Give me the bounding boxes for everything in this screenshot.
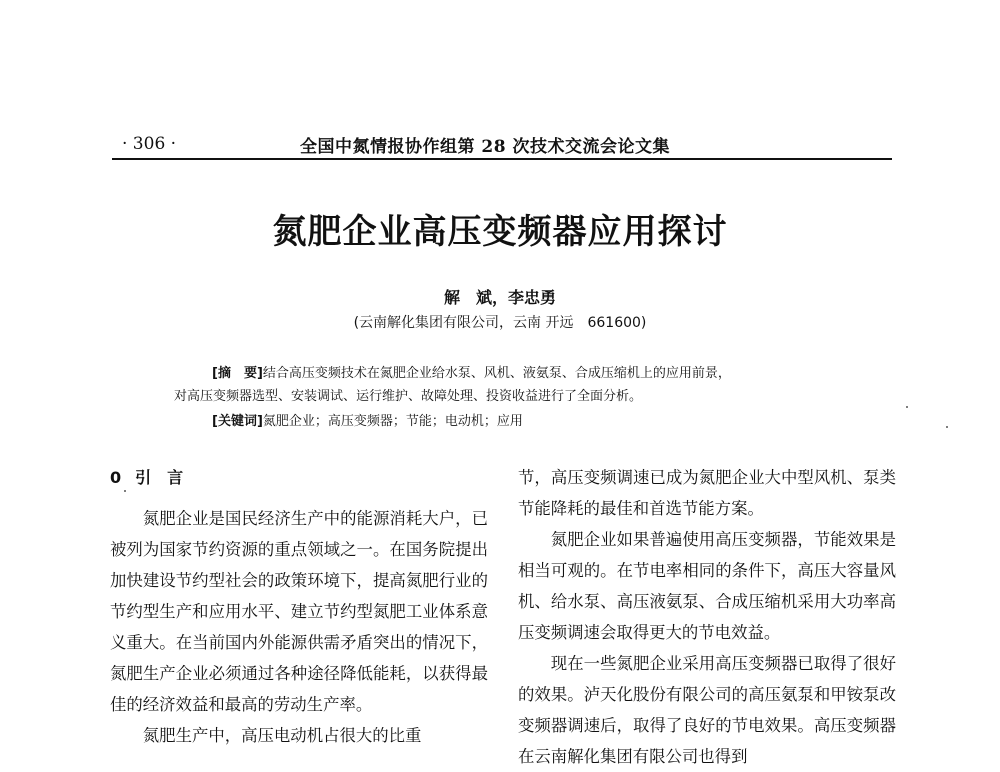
scan-speck: [124, 490, 126, 492]
body-paragraph: 氮肥企业是国民经济生产中的能源消耗大户，已被列为国家节约资源的重点领域之一。在国务院提出加快建设节约型社会的政策环境下，提高氮肥行业的节约型生产和应用水平、建立节约型氮肥工业体系意义重大。在当前国内外能源供需矛盾突出的情况下，氮肥生产企业必须通过各种途径降低能耗，以获得最佳的经济效益和最高的劳动生产率。: [110, 509, 488, 714]
abstract-text-1: 结合高压变频技术在氮肥企业给水泵、风机、液氨泵、合成压缩机上的应用前景，: [262, 366, 731, 381]
body-paragraph: 节，高压变频调速已成为氮肥企业大中型风机、泵类节能降耗的最佳和首选节能方案。: [518, 468, 896, 518]
section-number: 0: [110, 468, 122, 487]
affiliation: (云南解化集团有限公司，云南 开远 661600): [353, 315, 647, 331]
keywords-line: [174, 410, 854, 433]
running-header: 全国中氮情报协作组第 28 次技术交流会论文集: [300, 137, 670, 157]
body-paragraph: 氮肥企业如果普遍使用高压变频器，节能效果是相当可观的。在节电率相同的条件下，高压大容量风机、给水泵、高压液氨泵、合成压缩机采用大功率高压变频调速会取得更大的节电效益。: [518, 530, 896, 642]
scan-speck: [946, 426, 948, 428]
keywords-label: [关键词]: [212, 414, 263, 429]
article-title: 氮肥企业高压变频器应用探讨: [272, 212, 728, 252]
header-rule: [112, 158, 892, 160]
abstract: [174, 362, 854, 433]
body-paragraph: 现在一些氮肥企业采用高压变频器已取得了很好的效果。泸天化股份有限公司的高压氨泵和甲铵泵改变频器调速后，取得了良好的节电效果。高压变频器在云南解化集团有限公司也得到: [518, 654, 896, 766]
left-column: [110, 463, 488, 751]
abstract-line-2: 对高压变频器选型、安装调试、运行维护、故障处理、投资收益进行了全面分析。: [174, 389, 643, 404]
abstract-label: [摘 要]: [212, 366, 263, 381]
scan-speck: [906, 406, 908, 408]
section-title: 引言: [135, 468, 200, 487]
authors: 解 斌，李忠勇: [443, 288, 556, 307]
keywords-text: 氮肥企业；高压变频器；节能；电动机；应用: [262, 414, 523, 429]
body-paragraph: 氮肥生产中，高压电动机占很大的比重: [142, 726, 422, 745]
abstract-line-1: [174, 362, 854, 385]
section-heading: [110, 463, 488, 493]
right-column: [518, 462, 896, 772]
page-number: · 306 ·: [122, 134, 177, 154]
